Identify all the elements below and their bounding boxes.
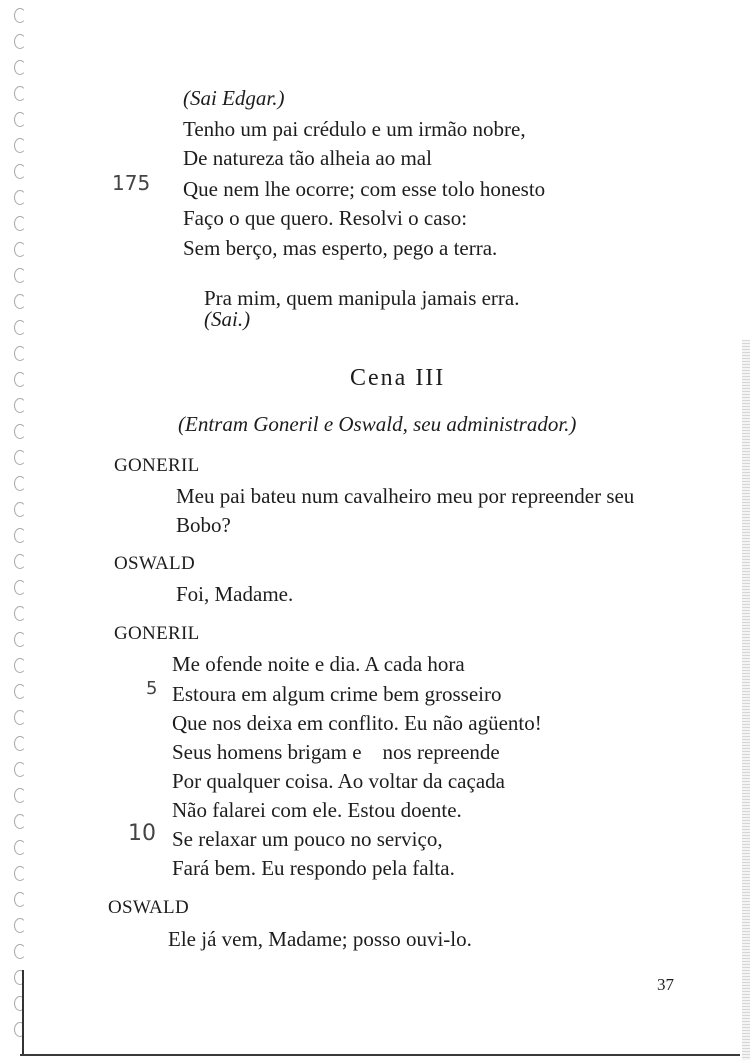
- verse-text: Pra mim, quem manipula jamais erra.: [204, 286, 520, 310]
- speaker-name: OSWALD: [108, 897, 189, 918]
- page-edge-bottom: [20, 1054, 740, 1056]
- dialogue-line: Se relaxar um pouco no serviço,: [172, 827, 443, 851]
- dialogue-line: Por qualquer coisa. Ao voltar da caçada: [172, 769, 505, 793]
- dialogue-line: Que nos deixa em conflito. Eu não agüento!: [172, 711, 542, 735]
- verse-line: Que nem lhe ocorre; com esse tolo honesto: [183, 177, 546, 201]
- speaker-name: GONERIL: [114, 455, 200, 476]
- margin-note-175: 175: [112, 171, 151, 195]
- stage-direction-exit: (Sai.): [204, 307, 251, 331]
- margin-note-10: 10: [128, 821, 156, 846]
- dialogue-line: Meu pai bateu num cavalheiro meu por repreender seu: [176, 484, 635, 508]
- page-number: 37: [657, 975, 674, 994]
- page-edge-right: [742, 340, 750, 1060]
- verse-line: Sem berço, mas esperto, pego a terra.: [183, 236, 498, 260]
- scene-stage-direction: (Entram Goneril e Oswald, seu administrador.): [178, 412, 577, 436]
- dialogue-line: Bobo?: [176, 513, 231, 537]
- dialogue-line: Foi, Madame.: [176, 582, 294, 606]
- verse-line: De natureza tão alheia ao mal: [183, 146, 432, 170]
- dialogue-line: Ele já vem, Madame; posso ouvi-lo.: [168, 927, 472, 951]
- dialogue-line: Estoura em algum crime bem grosseiro: [172, 682, 502, 706]
- dialogue-line: Seus homens brigam e nos repreende: [172, 740, 500, 764]
- speaker-name: GONERIL: [114, 623, 200, 644]
- dialogue-line: Não falarei com ele. Estou doente.: [172, 798, 462, 822]
- speaker-name: OSWALD: [114, 553, 195, 574]
- binding-holes: [14, 0, 44, 1060]
- verse-line: Tenho um pai crédulo e um irmão nobre,: [183, 117, 526, 141]
- stage-direction-exit-edgar: (Sai Edgar.): [183, 86, 285, 110]
- dialogue-line: Me ofende noite e dia. A cada hora: [172, 652, 465, 676]
- scene-title: Cena III: [350, 365, 446, 391]
- dialogue-line: Fará bem. Eu respondo pela falta.: [172, 856, 455, 880]
- verse-line: Faço o que quero. Resolvi o caso:: [183, 206, 468, 230]
- page-edge-line: [22, 970, 24, 1056]
- margin-note-5: 5: [146, 678, 158, 699]
- verse-line: [183, 267, 520, 351]
